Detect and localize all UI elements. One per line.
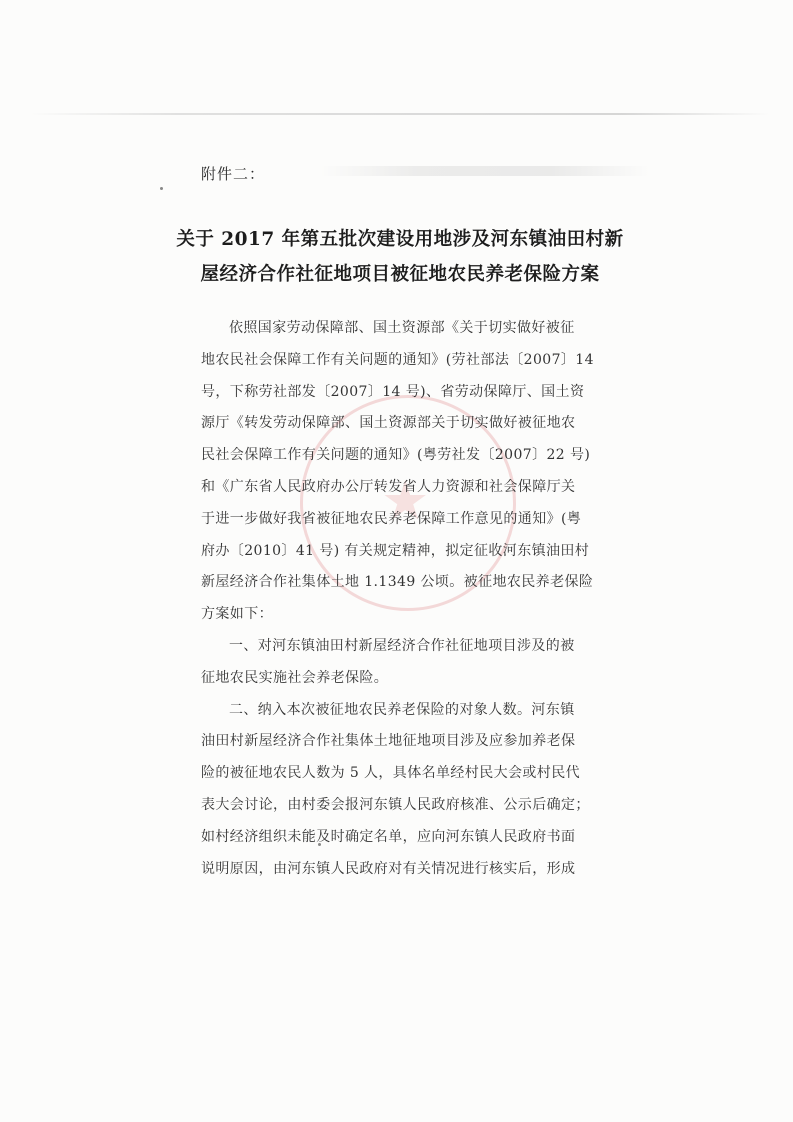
scan-artifact-line <box>30 113 770 115</box>
title-line-1: 关于 2017 年第五批次建设用地涉及河东镇油田村新 <box>176 229 624 250</box>
body-line: 源厅《转发劳动保障部、国土资源部关于切实做好被征地农 <box>201 415 576 432</box>
body-line: 依照国家劳动保障部、国土资源部《关于切实做好被征 <box>229 320 575 336</box>
body-line: 号，下称劳社部发〔2007〕14 号)、省劳动保障厅、国土资 <box>201 383 585 400</box>
body-line: 二、纳入本次被征地农民养老保险的对象人数。河东镇 <box>229 701 575 718</box>
body-line: 民社会保障工作有关问题的通知》(粤劳社发〔2007〕22 号) <box>201 447 591 464</box>
body-line: 新屋经济合作社集体土地 1.1349 公顷。被征地农民养老保险 <box>201 574 594 591</box>
attachment-label: 附件二： <box>201 165 266 183</box>
body-line: 和《广东省人民政府办公厅转发省人力资源和社会保障厅关 <box>201 478 576 495</box>
document-body <box>201 313 601 885</box>
title-line-2: 屋经济合作社征地项目被征地农民养老保险方案 <box>200 264 600 285</box>
scan-bleed-through <box>320 166 650 176</box>
seal-star-icon: ★ <box>381 469 430 532</box>
body-line: 地农民社会保障工作有关问题的通知》(劳社部法〔2007〕14 <box>201 351 594 368</box>
body-line: 方案如下： <box>201 606 273 623</box>
body-line: 府办〔2010〕41 号) 有关规定精神，拟定征收河东镇油田村 <box>201 542 590 559</box>
scan-speck <box>160 187 163 190</box>
body-line: 表大会讨论，由村委会报河东镇人民政府核准、公示后确定； <box>201 796 590 813</box>
body-line: 一、对河东镇油田村新屋经济合作社征地项目涉及的被 <box>229 637 575 654</box>
body-line: 险的被征地农民人数为 5 人，具体名单经村民大会或村民代 <box>201 765 581 782</box>
body-line: 如村经济组织未能及时确定名单，应向河东镇人民政府书面 <box>201 828 576 845</box>
document-title <box>140 222 660 292</box>
body-line: 征地农民实施社会养老保险。 <box>201 669 389 686</box>
body-line: 于进一步做好我省被征地农民养老保障工作意见的通知》(粤 <box>201 510 582 527</box>
body-line: 油田村新屋经济合作社集体土地征地项目涉及应参加养老保 <box>201 733 576 750</box>
body-line: 说明原因，由河东镇人民政府对有关情况进行核实后，形成 <box>201 860 576 877</box>
